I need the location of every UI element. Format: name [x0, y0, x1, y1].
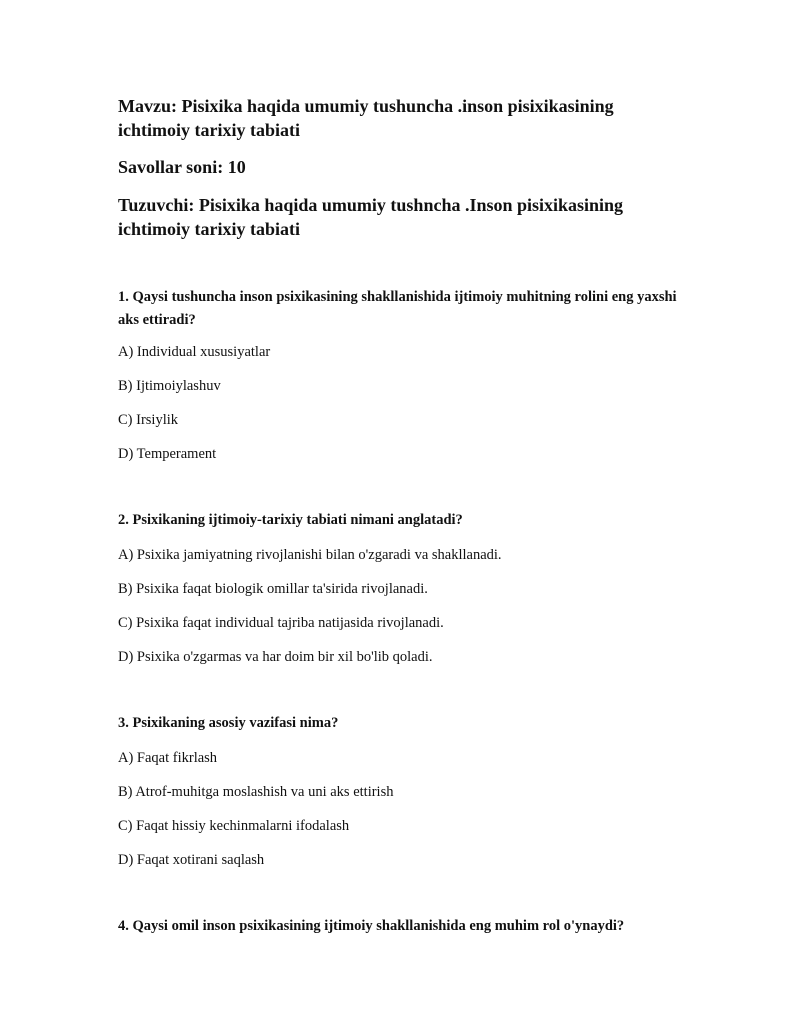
- question-1-option-c: C) Irsiylik: [118, 412, 179, 428]
- question-4: 4. Qaysi omil inson psixikasining ijtimoiy shakllanishida eng muhim rol o'ynaydi?: [118, 918, 625, 934]
- question-1-option-a: A) Individual xususiyatlar: [118, 344, 271, 360]
- question-1-option-d: D) Temperament: [118, 446, 217, 462]
- question-count: Savollar soni: 10: [118, 157, 246, 177]
- question-2-option-d: D) Psixika o'zgarmas va har doim bir xil bo'lib qoladi.: [118, 649, 433, 665]
- question-3: 3. Psixikaning asosiy vazifasi nima?: [118, 715, 339, 731]
- question-1-option-b: B) Ijtimoiylashuv: [118, 378, 221, 394]
- question-3-option-d: D) Faqat xotirani saqlash: [118, 852, 265, 868]
- question-2-option-c: C) Psixika faqat individual tajriba natijasida rivojlanadi.: [118, 615, 444, 631]
- author-heading: Tuzuvchi: Pisixika haqida umumiy tushncha .Inson pisixikasining ichtimoiy tarixiy tabiati: [118, 195, 624, 239]
- question-3-option-a: A) Faqat fikrlash: [118, 750, 218, 766]
- topic-heading: Mavzu: Pisixika haqida umumiy tushuncha .inson pisixikasining ichtimoiy tarixiy tabiati: [118, 96, 614, 140]
- question-1: 1. Qaysi tushuncha inson psixikasining shakllanishida ijtimoiy muhitning rolini eng yaxshi aks ettiradi?: [118, 289, 677, 328]
- question-2: 2. Psixikaning ijtimoiy-tarixiy tabiati nimani anglatadi?: [118, 512, 463, 528]
- question-3-option-c: C) Faqat hissiy kechinmalarni ifodalash: [118, 818, 350, 834]
- question-2-option-b: B) Psixika faqat biologik omillar ta'sirida rivojlanadi.: [118, 581, 428, 597]
- question-2-option-a: A) Psixika jamiyatning rivojlanishi bilan o'zgaradi va shakllanadi.: [118, 547, 502, 563]
- question-3-option-b: B) Atrof-muhitga moslashish va uni aks ettirish: [118, 784, 394, 800]
